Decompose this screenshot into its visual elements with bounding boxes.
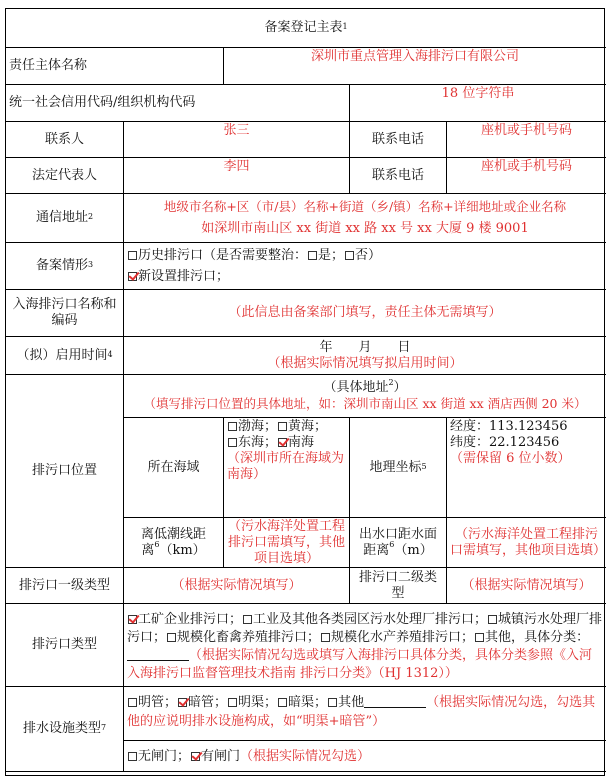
- form-title: 备案登记主表 $^1$: [6, 9, 606, 48]
- aquaculture-checkbox[interactable]: [321, 633, 330, 642]
- park-label: 工业及其他各类园区污水处理厂排污口；: [253, 612, 488, 627]
- location-address-footnote: 2: [388, 377, 394, 387]
- address-label-text: 通信地址: [35, 210, 88, 225]
- legal-rep-label: 法定代表人: [6, 158, 124, 194]
- facility-options: [124, 687, 606, 772]
- geo-label-text: 地理坐标: [369, 459, 422, 475]
- hidden-pipe-checkbox[interactable]: [178, 698, 187, 707]
- tide-label-unit: （km）: [159, 542, 206, 558]
- rectify-no-checkbox[interactable]: [345, 251, 354, 260]
- outlet-footnote: 6: [389, 540, 395, 550]
- tide-label-a: 离低潮线距: [140, 526, 206, 542]
- outlet-label-b: 距离: [363, 542, 390, 558]
- geo-values[interactable]: [447, 418, 606, 518]
- open-channel-label: 明渠；: [238, 695, 278, 710]
- address-line-2: 如深圳市南山区 xx 街道 xx 路 xx 号 xx 大厦 9 楼 9001: [201, 221, 529, 236]
- gate-row: [124, 740, 606, 766]
- culvert-label: 暗渠；: [288, 695, 328, 710]
- contact-label: 联系人: [6, 122, 124, 158]
- industrial-checkbox[interactable]: [128, 615, 137, 624]
- nanhai-checkbox[interactable]: [278, 438, 287, 447]
- tide-label-line-2: [141, 540, 206, 559]
- filing-label: 备案情形 $^3$: [6, 243, 124, 290]
- start-time-value[interactable]: [124, 337, 606, 375]
- rectify-yes-label: 是；: [318, 247, 345, 263]
- open-channel-checkbox[interactable]: [228, 698, 237, 707]
- gate-checkbox[interactable]: [191, 752, 200, 761]
- longitude-value: 经度：113.123456: [450, 419, 568, 434]
- other-facility-checkbox[interactable]: [328, 698, 337, 707]
- other-type-input[interactable]: [127, 648, 189, 661]
- sea-area-options: [224, 418, 350, 518]
- industrial-label: 工矿企业排污口；: [138, 612, 243, 627]
- gate-note: （根据实际情况勾选）: [240, 749, 371, 764]
- outlet-label-a: 出水口距水面: [358, 526, 437, 542]
- no-gate-checkbox[interactable]: [128, 752, 137, 761]
- tide-distance-value[interactable]: （污水海洋处置工程排污口需填写，其他项目选填）: [224, 518, 350, 568]
- hidden-pipe-label: 暗管；: [188, 695, 228, 710]
- livestock-label: 规模化畜禽养殖排污口；: [177, 630, 321, 645]
- bohai-label: 渤海；: [238, 419, 278, 434]
- legal-rep-phone-label: 联系电话: [350, 158, 447, 194]
- start-time-date: 年 月 日: [319, 339, 411, 355]
- facility-note: （根据实际情况勾选，勾选其他的应说明排水设施构成，如“明渠+暗管”）: [127, 695, 596, 729]
- nanhai-label: 南海: [288, 435, 315, 450]
- new-outfall-checkbox[interactable]: [128, 272, 137, 281]
- aquaculture-label: 规模化水产养殖排污口；: [331, 630, 475, 645]
- sea-area-label: 所在海域: [124, 418, 224, 518]
- location-address-close: ）: [393, 380, 407, 395]
- credit-code-value[interactable]: 18 位字符串: [350, 85, 606, 122]
- sea-area-note: （深圳市所在海域为南海）: [227, 451, 345, 482]
- contact-phone-label: 联系电话: [350, 122, 447, 158]
- open-pipe-checkbox[interactable]: [128, 698, 137, 707]
- category1-value[interactable]: （根据实际情况填写）: [124, 568, 350, 604]
- outfall-type-note: （根据实际情况勾选或填写入海排污口具体分类，具体分类参照《入河入海排污口监督管理技术指南 排污口分类》（HJ 1312））: [127, 648, 593, 681]
- start-time-note: （根据实际情况填写拟启用时间）: [267, 355, 463, 371]
- urban-plant-checkbox[interactable]: [488, 615, 497, 624]
- address-label: 通信地址 $^2$: [6, 194, 124, 243]
- geo-label: 地理坐标 $^5$: [350, 418, 447, 518]
- address-line-1: 地级市名称+区（市/县）名称+街道（乡/镇）名称+详细地址或企业名称: [163, 199, 567, 214]
- sea-row-2: [227, 435, 314, 451]
- legal-rep-phone-value[interactable]: 座机或手机号码: [447, 158, 606, 194]
- location-label: 排污口位置: [6, 375, 124, 568]
- entity-value[interactable]: 深圳市重点管理入海排污口有限公司: [224, 48, 606, 85]
- entity-label: 责任主体名称: [6, 48, 224, 85]
- other-facility-label: 其他: [338, 695, 365, 710]
- geo-note: （需保留 6 位小数）: [450, 451, 571, 466]
- location-address-note: （填写排污口位置的具体地址，如：深圳市南山区 xx 街道 xx 酒店西侧 20 米）: [143, 396, 587, 411]
- location-address-head-text: （具体地址: [323, 380, 389, 395]
- urban-plant-label: 城镇污水处理厂排污口；: [127, 612, 603, 645]
- form-title-text: 备案登记主表: [264, 20, 343, 35]
- new-outfall-label: 新设置排污口；: [138, 268, 230, 284]
- outlet-label-line-2: [363, 540, 433, 559]
- name-code-value[interactable]: （此信息由备案部门填写，责任主体无需填写）: [124, 290, 606, 337]
- sea-row-1: [227, 419, 327, 435]
- outlet-label-unit: （m）: [394, 542, 433, 558]
- historical-label: 历史排污口（是否需要整治：: [138, 247, 308, 263]
- tide-footnote: 6: [154, 540, 160, 550]
- outfall-type-label: 排污口类型: [6, 604, 124, 687]
- name-code-label: 入海排污口名称和编码: [6, 290, 124, 337]
- filing-historical-row: [127, 248, 381, 264]
- outlet-depth-value[interactable]: （污水海洋处置工程排污口需填写，其他项目选填）: [447, 518, 606, 568]
- huanghai-checkbox[interactable]: [278, 422, 287, 431]
- livestock-checkbox[interactable]: [167, 633, 176, 642]
- open-pipe-label: 明管；: [138, 695, 178, 710]
- other-facility-input[interactable]: [364, 695, 426, 708]
- outfall-type-options: [124, 604, 606, 687]
- start-time-label-text: （拟）启用时间: [16, 347, 108, 363]
- huanghai-label: 黄海；: [288, 419, 328, 434]
- other-type-checkbox[interactable]: [475, 633, 484, 642]
- no-gate-label: 无闸门；: [138, 749, 191, 764]
- credit-code-label: 统一社会信用代码/组织机构代码: [6, 85, 350, 122]
- filing-form-table: [5, 8, 605, 776]
- start-time-label: （拟）启用时间 $^4$: [6, 337, 124, 375]
- other-type-prompt: 具体分类：: [524, 630, 590, 645]
- location-address[interactable]: [124, 375, 606, 418]
- park-checkbox[interactable]: [243, 615, 252, 624]
- filing-label-text: 备案情形: [35, 258, 88, 273]
- tide-distance-label: [124, 518, 224, 568]
- donghai-label: 东海；: [238, 435, 278, 450]
- facility-label: 排水设施类型 $^7$: [6, 687, 124, 772]
- culvert-checkbox[interactable]: [278, 698, 287, 707]
- donghai-checkbox[interactable]: [228, 438, 237, 447]
- category2-label: 排污口二级类型: [350, 568, 447, 604]
- outlet-depth-label: [350, 518, 447, 568]
- gate-label: 有闸门: [201, 749, 241, 764]
- filing-new-row: [127, 269, 229, 285]
- bohai-checkbox[interactable]: [228, 422, 237, 431]
- tide-label-b: 离: [141, 542, 155, 558]
- other-type-label: 其他，: [485, 630, 525, 645]
- latitude-value: 纬度：22.123456: [450, 435, 560, 450]
- historical-checkbox[interactable]: [128, 251, 137, 260]
- facility-label-text: 排水设施类型: [22, 721, 101, 736]
- location-address-head: [323, 377, 407, 396]
- contact-value[interactable]: 张三: [124, 122, 350, 158]
- filing-options: [124, 243, 606, 290]
- legal-rep-value[interactable]: 李四: [124, 158, 350, 194]
- contact-phone-value[interactable]: 座机或手机号码: [447, 122, 606, 158]
- address-value[interactable]: [124, 194, 606, 243]
- category2-value[interactable]: （根据实际情况填写）: [447, 568, 606, 604]
- rectify-yes-checkbox[interactable]: [308, 251, 317, 260]
- category1-label: 排污口一级类型: [6, 568, 124, 604]
- rectify-no-label: 否）: [355, 247, 382, 263]
